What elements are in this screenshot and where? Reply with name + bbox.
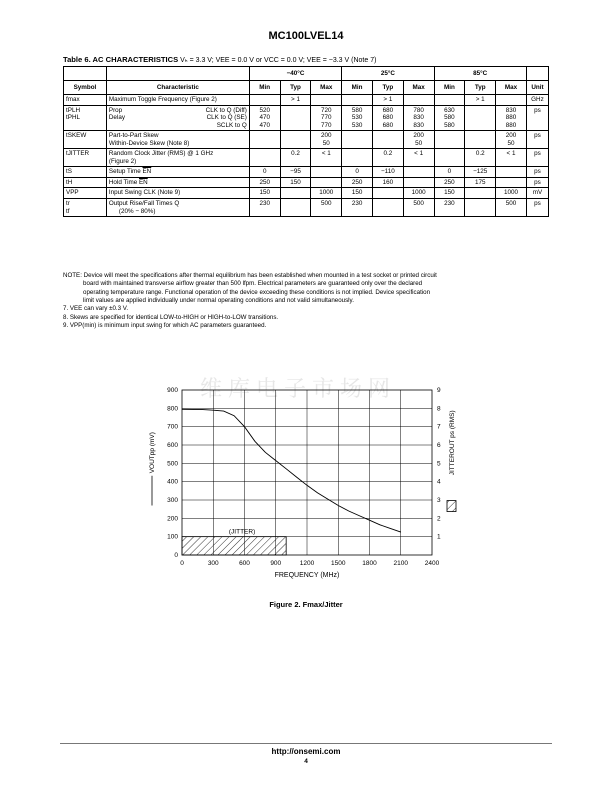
col-header-typ: Typ: [465, 81, 496, 95]
note-label: NOTE:: [63, 272, 82, 279]
value-cell: > 1: [465, 95, 496, 106]
value: 580: [351, 106, 363, 114]
unit-cell: mV: [526, 188, 548, 199]
table-caption-conditions: Vₕ = 3.3 V; VEE = 0.0 V or VCC = 0.0 V; VEE = −3.3 V (Note 7): [180, 57, 377, 64]
value-cell: [311, 131, 342, 149]
note-main: [63, 272, 553, 280]
value-cell: [311, 167, 342, 178]
value-cell: [311, 177, 342, 188]
header-blank-1: [64, 67, 107, 81]
value: 50: [507, 139, 515, 147]
value-cell: 230: [249, 199, 280, 217]
value: 530: [351, 114, 363, 122]
value: 520: [259, 106, 270, 114]
col-header-max: Max: [496, 81, 527, 95]
table-row: [64, 149, 549, 167]
value-cell: −95: [280, 167, 311, 178]
y-right-tick-label: 3: [437, 497, 441, 504]
col-header-typ: Typ: [280, 81, 311, 95]
value-cell: 0: [434, 167, 465, 178]
symbol-line: tf: [66, 207, 70, 215]
value-cell: [496, 105, 527, 131]
value-cell: 250: [249, 177, 280, 188]
y-right-tick-label: 5: [437, 460, 441, 468]
char-line: Part-to-Part Skew: [108, 132, 159, 140]
value: 630: [444, 106, 455, 114]
unit-cell: ps: [526, 199, 548, 217]
col-header-symbol: Symbol: [64, 81, 107, 95]
y-left-tick-label: 100: [167, 533, 178, 541]
symbol-line: tPHL: [66, 114, 80, 122]
note-line: limit values are applied individually under normal operating conditions and not valid simultaneously.: [83, 297, 354, 305]
value-cell: 500: [403, 199, 434, 217]
characteristic-cell: [106, 149, 249, 167]
y-left-tick-label: 0: [174, 552, 178, 559]
note-7: 7. VEE can vary ±0.3 V.: [63, 305, 129, 313]
char-line: (20% − 80%): [118, 207, 156, 215]
value-cell: < 1: [496, 149, 527, 167]
x-tick-label: 300: [207, 560, 219, 567]
unit-cell: ps: [526, 177, 548, 188]
page-number: 4: [304, 758, 308, 765]
y-left-tick-label: 600: [167, 442, 178, 449]
page-title: MC100LVEL14: [268, 30, 344, 42]
value: 680: [382, 106, 394, 114]
value-cell: [434, 95, 465, 106]
characteristic-cell: [106, 131, 249, 149]
value-cell: [249, 131, 280, 149]
col-header-min: Min: [434, 81, 465, 95]
x-tick-label: 2100: [393, 560, 408, 567]
symbol-cell: tJITTER: [64, 149, 107, 167]
y-right-tick-label: 8: [437, 405, 441, 413]
col-header-characteristic: Characteristic: [106, 81, 249, 95]
value-cell: [496, 177, 527, 188]
y-left-tick-label: 300: [167, 497, 178, 504]
value-cell: [372, 188, 403, 199]
unit-cell: ps: [526, 167, 548, 178]
col-header-unit: Unit: [526, 81, 548, 95]
char-line: Delay: [108, 114, 125, 122]
symbol-cell: fmax: [64, 95, 107, 106]
value-cell: 250: [434, 177, 465, 188]
x-tick-label: 2400: [424, 560, 440, 567]
watermark-text: 维库电子市场网: [200, 377, 397, 402]
x-tick-label: 900: [270, 560, 282, 567]
note-9: 9. VPP(min) is minimum input swing for which AC parameters guaranteed.: [63, 322, 267, 330]
value-cell: 150: [280, 177, 311, 188]
value: 200: [505, 132, 517, 140]
value-cell: [249, 149, 280, 167]
y-axis-right-label: JITTEROUT ps (RMS): [449, 410, 456, 476]
symbol-cell: tS: [64, 167, 107, 178]
char-text: Setup Time: [108, 168, 143, 176]
value-cell: 0.2: [465, 149, 496, 167]
header-blank-3: [526, 67, 548, 81]
x-axis-label: FREQUENCY (MHz): [274, 572, 340, 579]
value-cell: [280, 105, 311, 131]
value-cell: [342, 105, 373, 131]
table-caption-label: Table 6. AC CHARACTERISTICS: [63, 55, 179, 64]
value-cell: [434, 131, 465, 149]
value-cell: 175: [465, 177, 496, 188]
symbol-cell: [64, 105, 107, 131]
value: 470: [259, 114, 270, 122]
value-cell: 160: [372, 177, 403, 188]
table-caption: [63, 55, 376, 64]
unit-cell: ps: [526, 105, 548, 131]
value-cell: [342, 131, 373, 149]
note-line: Device will meet the specifications after thermal equilibrium has been established when mounted in a test socket or printed circuit: [83, 272, 437, 279]
y-left-tick-label: 400: [167, 478, 178, 486]
value-cell: 1000: [403, 188, 434, 199]
y-right-tick-label: 2: [437, 515, 441, 523]
value-cell: [372, 105, 403, 131]
value-cell: [311, 105, 342, 131]
table-notes: [63, 272, 553, 331]
value-cell: 150: [342, 188, 373, 199]
value-cell: 250: [342, 177, 373, 188]
x-tick-label: 1800: [362, 560, 377, 567]
value-cell: [342, 149, 373, 167]
condition-line: CLK to Q (SE): [206, 114, 247, 122]
voutpp-line: [182, 409, 401, 532]
value-cell: [280, 131, 311, 149]
value-cell: −125: [465, 167, 496, 178]
value: 470: [259, 121, 270, 129]
x-tick-label: 0: [180, 560, 184, 567]
symbol-line: tPLH: [66, 106, 80, 114]
unit-cell: ps: [526, 131, 548, 149]
value-cell: [403, 105, 434, 131]
value-cell: [249, 95, 280, 106]
characteristic-cell: Maximum Toggle Frequency (Figure 2): [106, 95, 249, 106]
value: 530: [351, 121, 363, 129]
table-row: [64, 131, 549, 149]
x-tick-label: 1500: [331, 560, 346, 567]
value-cell: 1000: [311, 188, 342, 199]
characteristic-cell: [106, 177, 249, 188]
value-cell: 500: [496, 199, 527, 217]
footer-url: http://onsemi.com: [271, 747, 341, 756]
y-right-tick-label: 7: [437, 423, 441, 431]
value-cell: 0: [342, 167, 373, 178]
col-header-min: Min: [249, 81, 280, 95]
table-row: [64, 199, 549, 217]
table-row: [64, 105, 549, 131]
characteristic-cell: [106, 199, 249, 217]
condition-line: CLK to Q (Diff): [205, 106, 247, 114]
voutpp-series: [182, 409, 401, 532]
symbol-line: tr: [66, 200, 70, 208]
unit-cell: ps: [526, 149, 548, 167]
symbol-cell: tSKEW: [64, 131, 107, 149]
char-overline-text: $\overline{EN}$: [138, 178, 148, 186]
symbol-cell: VPP: [64, 188, 107, 199]
temp-header: 85°C: [434, 67, 526, 81]
temp-header: 25°C: [342, 67, 434, 81]
value-cell: 0.2: [372, 149, 403, 167]
char-line: Output Rise/Fall Times Q: [108, 200, 180, 208]
fmax-jitter-chart: [140, 378, 480, 593]
condition-line: SCLK to Q: [216, 121, 247, 129]
value-cell: [434, 149, 465, 167]
value-cell: [372, 199, 403, 217]
figure-caption: Figure 2. Fmax/Jitter: [269, 600, 343, 609]
value: 50: [322, 139, 330, 147]
y-left-tick-label: 800: [167, 405, 178, 413]
value-cell: [465, 105, 496, 131]
value-cell: [496, 95, 527, 106]
value-cell: 0: [249, 167, 280, 178]
value: 770: [321, 114, 332, 122]
symbol-cell: tH: [64, 177, 107, 188]
jitter-label: (JITTER): [228, 528, 256, 536]
note-line: board with maintained transverse airflow greater than 500 lfpm. Electrical parameters are guaranteed only over the declared: [83, 280, 423, 288]
value-cell: [465, 188, 496, 199]
table-row: [64, 188, 549, 199]
table-row: [64, 95, 549, 106]
y-left-tick-label: 700: [167, 423, 178, 431]
value: 680: [382, 121, 394, 129]
value: 830: [413, 114, 424, 122]
value-cell: 230: [434, 199, 465, 217]
value: 580: [444, 114, 455, 122]
value-cell: 230: [342, 199, 373, 217]
value-cell: [280, 199, 311, 217]
value-cell: [403, 95, 434, 106]
value: 200: [321, 132, 332, 140]
value: 880: [505, 114, 517, 122]
value-cell: [342, 95, 373, 106]
characteristic-cell: [106, 105, 249, 131]
table-row: [64, 177, 549, 188]
y-right-tick-label: 6: [437, 442, 441, 449]
value-cell: 1000: [496, 188, 527, 199]
value-cell: 0.2: [280, 149, 311, 167]
y-right-tick-label: 9: [437, 387, 441, 394]
x-tick-label: 600: [239, 560, 250, 567]
y-left-tick-label: 200: [167, 515, 178, 523]
y-right-tick-label: 4: [437, 478, 441, 486]
value-cell: [249, 105, 280, 131]
jitter-hatch-area: [182, 537, 286, 555]
value-cell: > 1: [280, 95, 311, 106]
value-cell: > 1: [372, 95, 403, 106]
note-line: operating temperature range. Functional operation of the device exceeding these conditions is not implied. Device specification: [83, 288, 431, 296]
value-cell: < 1: [403, 149, 434, 167]
unit-cell: GHz: [526, 95, 548, 106]
value-cell: [280, 188, 311, 199]
x-tick-label: 1200: [299, 560, 315, 567]
characteristic-cell: [106, 167, 249, 178]
char-overline-text: $\overline{EN}$: [142, 168, 152, 176]
value: 200: [413, 132, 424, 140]
value-cell: < 1: [311, 149, 342, 167]
value-cell: [403, 167, 434, 178]
col-header-min: Min: [342, 81, 373, 95]
value-cell: [403, 177, 434, 188]
value-cell: 150: [249, 188, 280, 199]
value-cell: [403, 131, 434, 149]
char-line: Random Clock Jitter (RMS) @ 1 GHz: [108, 150, 214, 158]
value: 50: [415, 139, 423, 147]
value-cell: [465, 131, 496, 149]
characteristic-cell: Input Swing CLK (Note 9): [106, 188, 249, 199]
col-header-max: Max: [311, 81, 342, 95]
table-row: [64, 167, 549, 178]
value-cell: [311, 95, 342, 106]
value: 880: [505, 121, 517, 129]
value: 720: [321, 106, 332, 114]
value-cell: 500: [311, 199, 342, 217]
value-cell: [434, 105, 465, 131]
header-blank-2: [106, 67, 249, 81]
y-axis-left-label: VOUTpp (mV): [149, 432, 156, 474]
jitter-legend-box: [447, 501, 456, 512]
symbol-cell: [64, 199, 107, 217]
value-cell: [496, 167, 527, 178]
value: 830: [413, 121, 424, 129]
ac-characteristics-table: [63, 66, 549, 217]
jitter-region: [182, 537, 286, 555]
note-8: 8. Skews are specified for identical LOW-to-HIGH or HIGH-to-LOW transitions.: [63, 313, 279, 321]
char-line: (Figure 2): [108, 157, 137, 165]
y-left-tick-label: 500: [167, 460, 178, 468]
value-cell: [372, 131, 403, 149]
col-header-typ: Typ: [372, 81, 403, 95]
value: 770: [321, 121, 332, 129]
value: 580: [444, 121, 455, 129]
value: 780: [413, 106, 424, 114]
y-right-tick-label: 1: [437, 533, 441, 541]
char-text: Hold Time: [108, 178, 139, 186]
value: 830: [505, 106, 517, 114]
col-header-max: Max: [403, 81, 434, 95]
value: 680: [382, 114, 394, 122]
y-left-tick-label: 900: [167, 387, 178, 394]
char-line: Within-Device Skew (Note 8): [108, 139, 190, 147]
value-cell: 150: [434, 188, 465, 199]
char-line: Prop: [108, 106, 123, 114]
footer-divider: [60, 743, 552, 744]
value-cell: −110: [372, 167, 403, 178]
value-cell: [496, 131, 527, 149]
value-cell: [465, 199, 496, 217]
temp-header: −40°C: [249, 67, 341, 81]
